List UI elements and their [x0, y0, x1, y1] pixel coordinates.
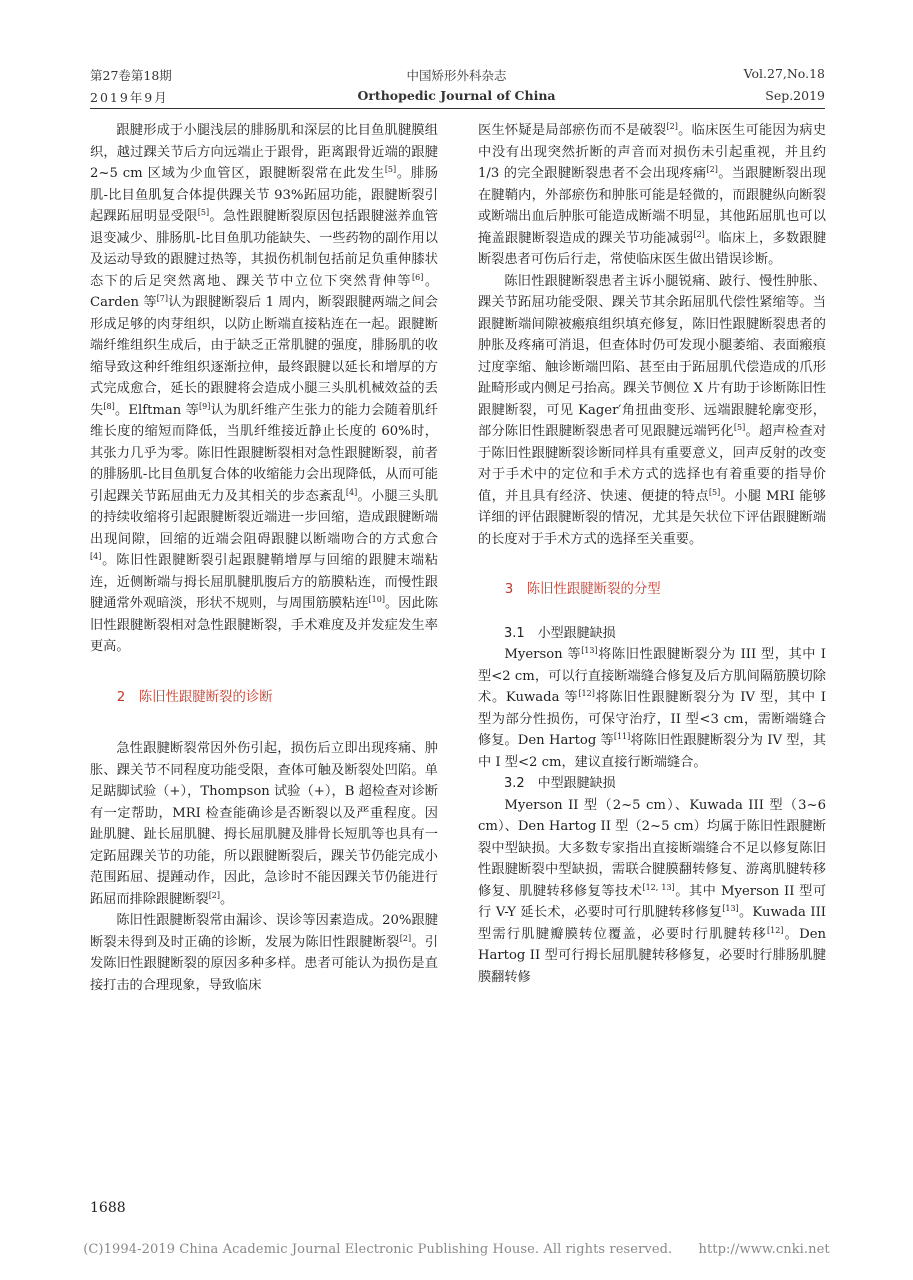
- section-heading: 3 陈旧性跟腱断裂的分型: [504, 582, 661, 597]
- copyright-footer: (C)1994-2019 China Academic Journal Electronic Publishing House. All rights reserved. http://www.cnki.net: [83, 1242, 830, 1257]
- citation-ref: [7]: [156, 294, 168, 303]
- text-run: 。急性跟腱断裂原因包括跟腱滋养血管退变减少、腓肠肌-比目鱼肌功能缺失、一些药物的副作用以及运动导致的跟腱过热等，其损伤机制包括前足负重伸膝状态下的后足突然离地、踝关节中立位下突然背伸等: [90, 209, 439, 289]
- journal-title-en: Orthopedic Journal of China: [357, 88, 556, 103]
- left-column: [90, 120, 438, 996]
- text-run: 认为跟腱断裂后 1 周内，断裂跟腱两端之间会形成足够的肉芽组织，以防止断端直接粘连在一起。跟腱断端纤维组织生成后，由于缺乏正常肌腱的强度，腓肠肌的收缩导致这种纤维组织逐渐拉伸，最终跟腱以延长和增厚的方式完成愈合，延长的跟腱将会造成小腿三头肌机械效益的丢失: [90, 295, 438, 418]
- text-run: 。陈旧性跟腱断裂引起跟腱鞘增厚与回缩的跟腱末端粘连，近侧断端与拇长屈肌腱肌腹后方的筋膜粘连，而慢性跟腱通常外观暗淡，形状不规则，与周围筋膜粘连: [90, 553, 438, 611]
- text-run: 。Elftman 等: [114, 402, 200, 418]
- paragraph: [90, 738, 438, 910]
- citation-ref: [13]: [722, 904, 739, 913]
- text-run: 。小腿三头肌的持续收缩将引起跟腱断裂近端进一步回缩，造成跟腱断端出现间隙，回缩的近端会阻碍跟腱以断端吻合的方式愈合: [90, 488, 439, 547]
- text-run: Myerson II 型（2~5 cm）、Kuwada III 型（3~6 cm）、Den Hartog II 型（2~5 cm）均属于陈旧性跟腱断裂中型缺损。大多数专家指出直接断端缝合不足以修复陈旧性跟腱断裂中型缺损，需联合腱膜翻转修复、游离肌腱转移修复、肌腱转移修复等技术: [478, 797, 826, 899]
- page-number: 1688: [90, 1200, 126, 1216]
- text-run: Myerson 等: [504, 647, 582, 662]
- text-run: 认为肌纤维产生张力的能力会随着肌纤维长度的缩短而降低，当肌纤维接近静止长度的 60%时，其张力几乎为零。陈旧性跟腱断裂相对急性跟腱断裂，前者的腓肠肌-比目鱼肌复合体的收缩能力会出现降低，从而可能引起踝关节跖屈曲无力及其相关的步态紊乱: [90, 402, 439, 504]
- text-run: 。临床医生可能因为病史中没有出现突然折断的声音而对损伤未引起重视，并且约 1/3 的完全跟腱断裂患者不会出现疼痛: [478, 123, 827, 181]
- subsection-heading: 3.2 中型跟腱缺损: [504, 776, 616, 791]
- text-run: 。因此陈旧性跟腱断裂相对急性跟腱断裂，手术难度及并发症发生率更高。: [90, 596, 439, 654]
- citation-ref: [5]: [708, 487, 721, 497]
- citation-ref: [2]: [706, 165, 718, 174]
- citation-ref: [4]: [345, 487, 358, 497]
- citation-ref: [12, 13]: [642, 882, 675, 892]
- paragraph: [478, 271, 826, 551]
- text-run: 将陈旧性跟腱断裂分为 IV 型，其中 I 型为部分性损伤，可保守治疗，II 型<3 cm，需断端缝合修复。Den Hartog 等: [478, 690, 826, 748]
- text-run: 。其中 Myerson II 型可行 V-Y 延长术，必要时可行肌腱转移修复: [478, 883, 827, 920]
- citation-ref: [5]: [733, 423, 746, 432]
- text-run: 陈旧性跟腱断裂患者主诉小腿锐痛、跛行、慢性肿胀、踝关节跖屈功能受限、踝关节其余跖屈肌代偿性紧缩等。当跟腱断端间隙被瘢痕组织填充修复，陈旧性跟腱断裂患者的肿胀及疼痛可消退，但查体时仍可发现小腿萎缩、表面瘢痕过度挛缩、触诊断端凹陷、甚至由于跖屈肌代偿造成的爪形趾畸形或内侧足弓抬高。踝关节侧位 X 片有助于诊断陈旧性跟腱断裂，可见 Kager′角扭曲变形、远端跟腱轮廓变形，部分陈旧性跟腱断裂患者可见跟腱远端钙化: [478, 273, 826, 439]
- text-run: 将陈旧性跟腱断裂分为 III 型，其中 I 型<2 cm，可以行直接断端缝合修复及后方肌间隔筋膜切除术。Kuwada 等: [478, 647, 826, 705]
- text-run: 。Kuwada III 型需行肌腱瓣膜转位覆盖，必要时行肌腱转移: [478, 905, 826, 942]
- text-run: 。: [220, 891, 234, 907]
- citation-ref: [4]: [90, 552, 102, 561]
- subsection-heading: 3.1 小型跟腱缺损: [504, 625, 616, 641]
- text-run: 。Carden 等: [90, 273, 439, 310]
- citation-ref: [12]: [578, 689, 595, 698]
- citation-ref: [2]: [208, 890, 221, 900]
- volume-issue: 第27卷第18期: [90, 68, 172, 83]
- text-run: 。当跟腱断裂出现在腱鞘内，外部瘀伤和肿胀可能是轻微的，而跟腱纵向断裂或断端出血后肿胀可能造成断端不明显，其他跖屈肌也可以掩盖跟腱断裂造成的踝关节功能减弱: [478, 166, 826, 246]
- text-run: 。腓肠肌-比目鱼肌复合体提供踝关节 93%跖屈功能，跟腱断裂引起踝跖屈明显受限: [90, 166, 439, 224]
- text-run: 。引发陈旧性跟腱断裂的原因多种多样。患者可能认为损伤是直接打击的合理现象，导致临床: [90, 934, 439, 993]
- paragraph: [90, 910, 438, 996]
- citation-ref: [5]: [384, 165, 397, 174]
- journal-title-cn: 中国矫形外科杂志: [406, 68, 507, 83]
- citation-ref: [13]: [581, 646, 598, 655]
- citation-ref: [10]: [368, 595, 385, 604]
- paragraph: [478, 795, 826, 989]
- right-column: [478, 120, 826, 988]
- paragraph: [90, 120, 438, 658]
- citation-ref: [2]: [399, 933, 412, 943]
- issue-date: 2019年9月: [90, 90, 169, 105]
- citation-ref: [9]: [199, 401, 211, 411]
- paragraph: [478, 120, 826, 271]
- text-run: 。小腿 MRI 能够详细的评估跟腱断裂的情况，尤其是矢状位下评估跟腱断端的长度对于手术方式的选择至关重要。: [478, 488, 826, 547]
- citation-ref: [12]: [767, 925, 784, 935]
- text-run: 。超声检查对于陈旧性跟腱断裂诊断同样具有重要意义，回声反射的改变对于手术中的定位和手术方式的选择也有着重要的指导价值，并且具有经济、快速、便捷的特点: [478, 424, 827, 504]
- text-run: 急性跟腱断裂常因外伤引起，损伤后立即出现疼痛、肿胀、踝关节不同程度功能受限，查体可触及断裂处凹陷。单足踮脚试验（+），Thompson 试验（+），B 超检查对诊断有一定帮助，MRI 检查能确诊是否断裂以及严重程度。因趾肌腱、趾长屈肌腱、拇长屈肌腱及腓骨长短肌等也具有一定跖屈踝关节的功能，所以跟腱断裂后，踝关节仍能完成小范围跖屈、提踵动作，因此，急诊时不能因踝关节仍能进行跖屈而排除跟腱断裂: [90, 741, 438, 907]
- text-run: 医生怀疑是局部瘀伤而不是破裂: [478, 123, 667, 138]
- citation-ref: [11]: [613, 732, 631, 741]
- volume-issue-en: Vol.27,No.18: [743, 66, 825, 81]
- citation-ref: [2]: [666, 122, 678, 131]
- header-rule: [90, 108, 825, 109]
- text-run: 。Den Hartog II 型可行拇长屈肌腱转移修复，必要时行腓肠肌腱膜翻转修: [478, 926, 827, 985]
- text-run: 。临床上，多数跟腱断裂患者可伤后行走，常使临床医生做出错误诊断。: [478, 230, 827, 267]
- text-run: 陈旧性跟腱断裂常由漏诊、误诊等因素造成。20%跟腱断裂未得到及时正确的诊断，发展为陈旧性跟腱断裂: [90, 913, 438, 950]
- text-run: 将陈旧性跟腱断裂分为 IV 型，其中 I 型<2 cm，建议直接行断端缝合。: [478, 733, 826, 770]
- section-heading: 2 陈旧性跟腱断裂的诊断: [116, 689, 273, 705]
- citation-ref: [8]: [103, 401, 115, 411]
- citation-ref: [5]: [197, 208, 210, 217]
- issue-date-en: Sep.2019: [765, 88, 825, 103]
- citation-ref: [2]: [693, 229, 705, 239]
- text-run: 跟腱形成于小腿浅层的腓肠肌和深层的比目鱼肌腱膜组织，越过踝关节后方向远端止于跟骨，距离跟骨近端的跟腱 2~5 cm 区域为少血管区，跟腱断裂常在此发生: [90, 123, 438, 181]
- citation-ref: [6]: [412, 272, 424, 282]
- paragraph: [478, 644, 826, 773]
